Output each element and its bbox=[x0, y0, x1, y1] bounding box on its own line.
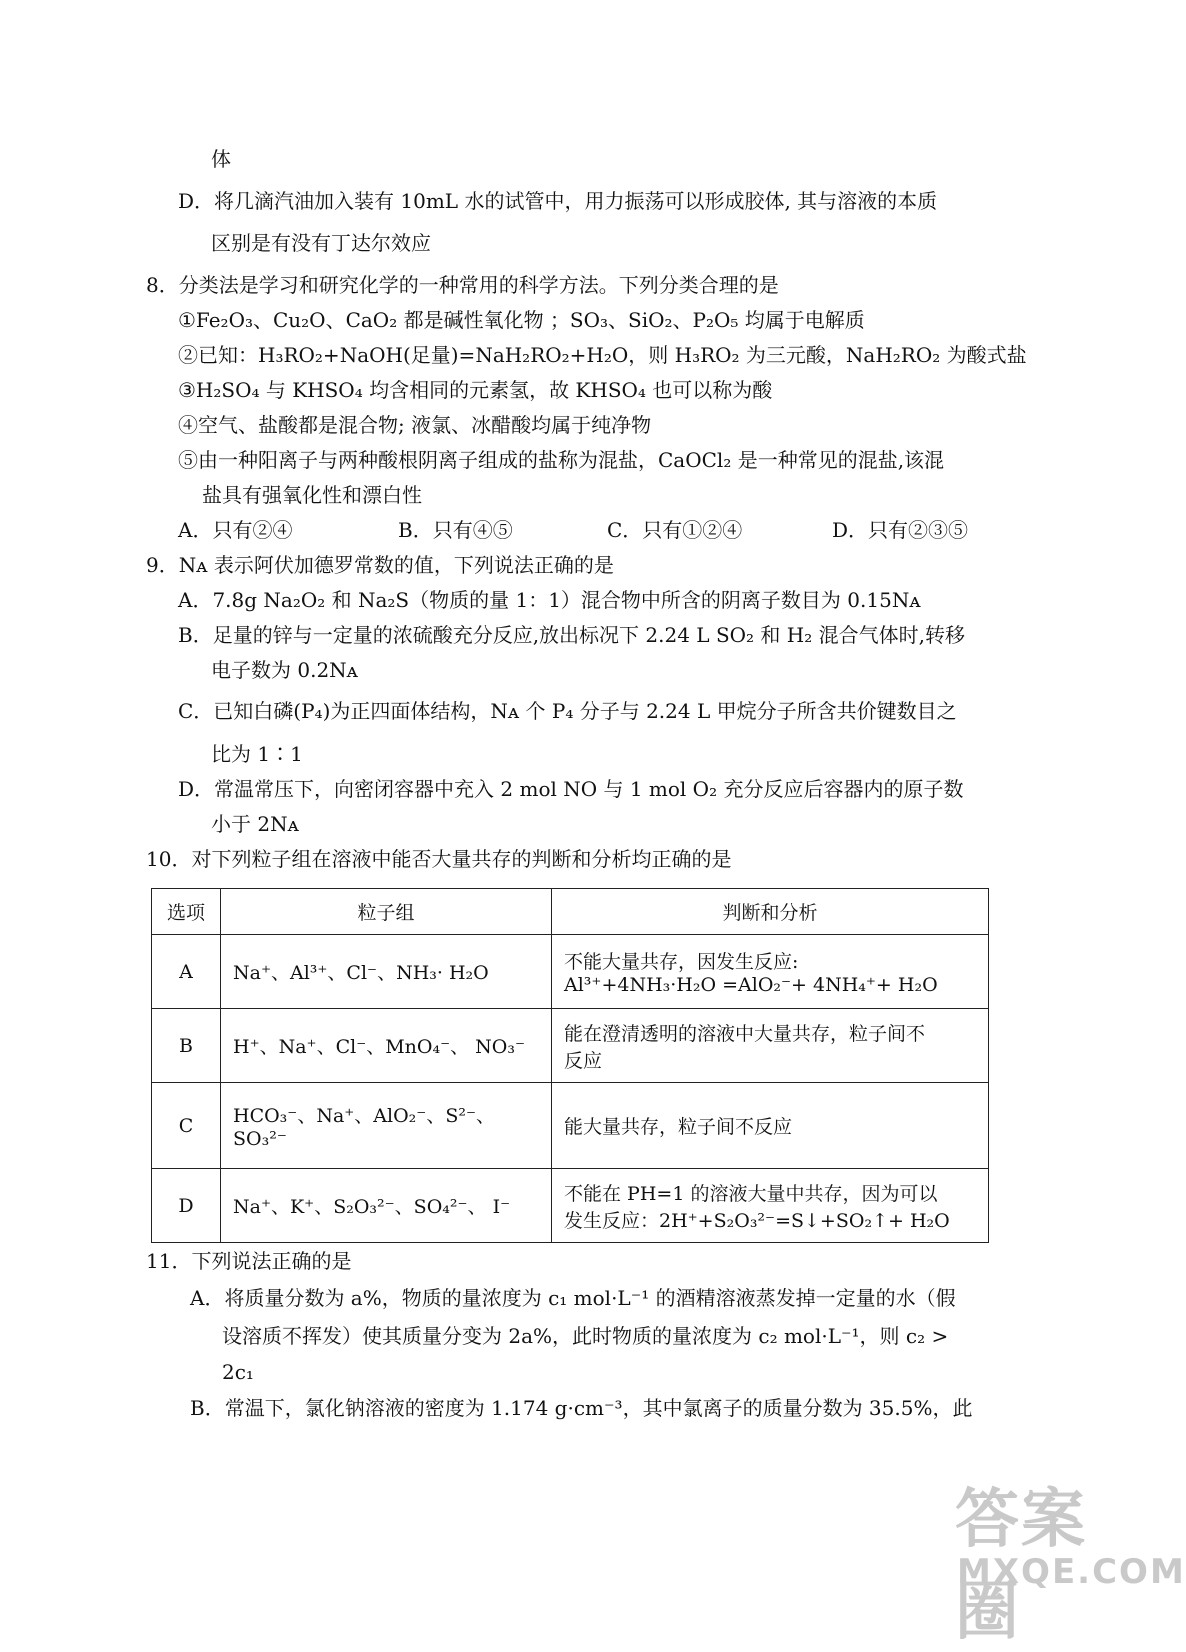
q9-option-a: A．7.8g Na₂O₂ 和 Na₂S（物质的量 1：1）混合物中所含的阴离子数目为 0.15Nᴀ bbox=[178, 588, 921, 612]
row-analysis bbox=[552, 1169, 989, 1243]
watermark-text: 答案圈 bbox=[955, 1483, 1087, 1649]
table-row bbox=[152, 935, 989, 1009]
q10-stem: 10．对下列粒子组在溶液中能否大量共存的判断和分析均正确的是 bbox=[146, 847, 732, 871]
q8-option-c: C．只有①②④ bbox=[607, 518, 743, 542]
row-analysis bbox=[552, 1083, 989, 1169]
analysis-line2: 发生反应：2H⁺+S₂O₃²⁻=S↓+SO₂↑+ H₂O bbox=[564, 1209, 950, 1232]
q8-item-3: ③H₂SO₄ 与 KHSO₄ 均含相同的元素氢，故 KHSO₄ 也可以称为酸 bbox=[178, 378, 773, 402]
analysis-line1: 能大量共存，粒子间不反应 bbox=[564, 1116, 793, 1138]
header-option: 选项 bbox=[152, 889, 221, 935]
watermark-logo bbox=[945, 1468, 1186, 1649]
q10-table bbox=[151, 888, 989, 1243]
table-row bbox=[152, 1083, 989, 1169]
q8-item-4: ④空气、盐酸都是混合物; 液氯、冰醋酸均属于纯净物 bbox=[178, 413, 652, 437]
header-particles: 粒子组 bbox=[221, 889, 552, 935]
q11-option-a-line3: 2c₁ bbox=[222, 1360, 254, 1384]
table-header-row bbox=[152, 889, 989, 935]
table-row bbox=[152, 1009, 989, 1083]
q8-stem: 8．分类法是学习和研究化学的一种常用的科学方法。下列分类合理的是 bbox=[146, 273, 779, 297]
row-option: C bbox=[152, 1083, 221, 1169]
analysis-line2: 反应 bbox=[564, 1049, 603, 1072]
row-particles: H⁺、Na⁺、Cl⁻、MnO₄⁻、 NO₃⁻ bbox=[221, 1009, 552, 1083]
q9-option-d-line1: D．常温常压下，向密闭容器中充入 2 mol NO 与 1 mol O₂ 充分反应后容器内的原子数 bbox=[178, 777, 964, 801]
table-row bbox=[152, 1169, 989, 1243]
watermark-url: MXQE.COM bbox=[957, 1552, 1186, 1592]
q7-option-d-line2: 区别是有没有丁达尔效应 bbox=[211, 231, 431, 255]
q7-option-d-line1: D．将几滴汽油加入装有 10mL 水的试管中，用力振荡可以形成胶体, 其与溶液的本质 bbox=[178, 189, 938, 213]
q8-item-2: ②已知：H₃RO₂+NaOH(足量)=NaH₂RO₂+H₂O，则 H₃RO₂ 为三元酸，NaH₂RO₂ 为酸式盐 bbox=[178, 343, 1027, 367]
q9-option-d-line2: 小于 2Nᴀ bbox=[211, 812, 299, 836]
analysis-line2: Al³⁺+4NH₃·H₂O =AlO₂⁻+ 4NH₄⁺+ H₂O bbox=[564, 974, 938, 996]
analysis-line1: 不能大量共存，因发生反应: bbox=[564, 951, 799, 973]
q9-option-b-line2: 电子数为 0.2Nᴀ bbox=[211, 658, 358, 682]
q9-option-b-line1: B．足量的锌与一定量的浓硫酸充分反应,放出标况下 2.24 L SO₂ 和 H₂ 混合气体时,转移 bbox=[178, 623, 965, 647]
analysis-line1: 不能在 PH=1 的溶液大量中共存，因为可以 bbox=[564, 1182, 938, 1205]
row-particles: Na⁺、K⁺、S₂O₃²⁻、SO₄²⁻、 I⁻ bbox=[221, 1169, 552, 1243]
row-option: D bbox=[152, 1169, 221, 1243]
q11-option-a-line1: A．将质量分数为 a%，物质的量浓度为 c₁ mol·L⁻¹ 的酒精溶液蒸发掉一定量的水（假 bbox=[190, 1286, 956, 1310]
row-analysis bbox=[552, 1009, 989, 1083]
q8-item-1: ①Fe₂O₃、Cu₂O、CaO₂ 都是碱性氧化物 ；SO₃、SiO₂、P₂O₅ 均属于电解质 bbox=[178, 308, 865, 332]
q8-option-a: A．只有②④ bbox=[178, 518, 293, 542]
header-analysis: 判断和分析 bbox=[552, 889, 989, 935]
analysis-line1: 能在澄清透明的溶液中大量共存，粒子间不 bbox=[564, 1022, 926, 1045]
row-option: B bbox=[152, 1009, 221, 1083]
q8-option-d: D．只有②③⑤ bbox=[832, 518, 969, 542]
q9-option-c-line2: 比为 1∶1 bbox=[211, 742, 303, 766]
q8-item-5-line2: 盐具有强氧化性和漂白性 bbox=[202, 483, 422, 507]
q11-option-b-line1: B．常温下，氯化钠溶液的密度为 1.174 g·cm⁻³，其中氯离子的质量分数为 35.5%，此 bbox=[190, 1396, 973, 1420]
q9-option-c-line1: C．已知白磷(P₄)为正四面体结构，Nᴀ 个 P₄ 分子与 2.24 L 甲烷分子所含共价键数目之 bbox=[178, 699, 957, 723]
q8-option-b: B．只有④⑤ bbox=[398, 518, 513, 542]
row-particles: HCO₃⁻、Na⁺、AlO₂⁻、S²⁻、SO₃²⁻ bbox=[221, 1083, 552, 1169]
row-particles: Na⁺、Al³⁺、Cl⁻、NH₃· H₂O bbox=[221, 935, 552, 1009]
row-analysis bbox=[552, 935, 989, 1009]
q11-option-a-line2: 设溶质不挥发）使其质量分变为 2a%，此时物质的量浓度为 c₂ mol·L⁻¹，则 c₂ > bbox=[222, 1324, 949, 1348]
row-option: A bbox=[152, 935, 221, 1009]
q11-stem: 11．下列说法正确的是 bbox=[146, 1249, 352, 1273]
q7-option-c-tail: 体 bbox=[211, 147, 231, 171]
q9-stem: 9．Nᴀ 表示阿伏加德罗常数的值，下列说法正确的是 bbox=[146, 553, 614, 577]
q8-item-5-line1: ⑤由一种阳离子与两种酸根阴离子组成的盐称为混盐，CaOCl₂ 是一种常见的混盐,该混 bbox=[178, 448, 945, 472]
